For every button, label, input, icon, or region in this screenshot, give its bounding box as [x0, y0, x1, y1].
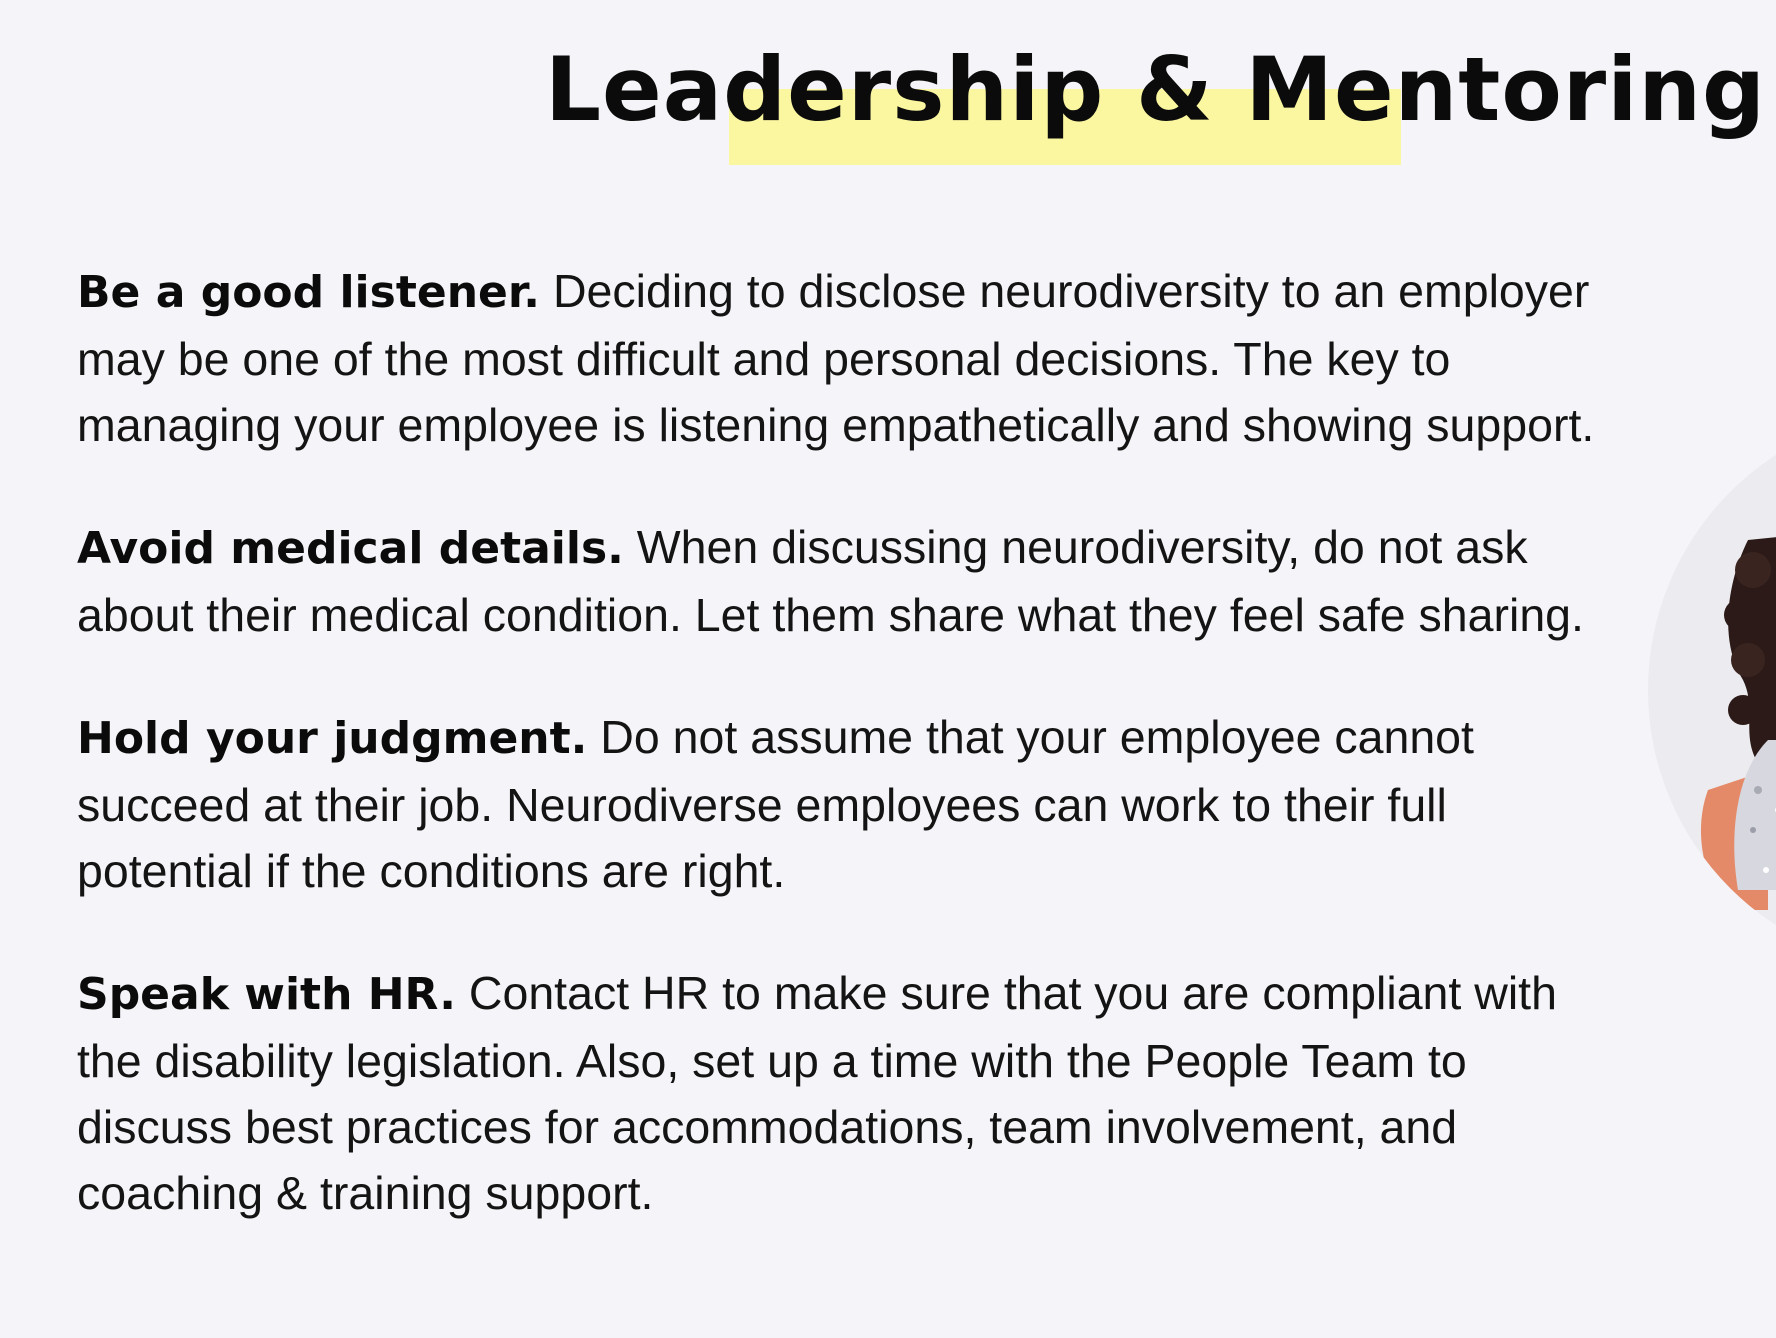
title-block	[544, 38, 1766, 156]
tip-hold-your-judgment	[77, 704, 1617, 904]
tips-list	[77, 258, 1617, 1226]
tip-lead: Avoid medical details.	[77, 523, 624, 574]
tip-lead: Hold your judgment.	[77, 713, 588, 764]
tip-speak-with-hr	[77, 960, 1617, 1226]
tip-body: Deciding to disclose neurodiversity to an employer may be one of the most difficult and personal decisions. The key to managing your employee is listening empathetically and showing support.	[77, 265, 1595, 451]
tip-lead: Be a good listener.	[77, 267, 541, 318]
tip-be-a-good-listener	[77, 258, 1617, 458]
tip-body: Do not assume that your employee cannot succeed at their job. Neurodiverse employees can work to their full potential if the conditions are right.	[77, 711, 1474, 897]
tip-body: Contact HR to make sure that you are compliant with the disability legislation. Also, set up a time with the People Team to discuss best practices for accommodations, team involvement, and coaching & training support.	[77, 967, 1557, 1219]
page-title: Leadership & Mentoring	[544, 38, 1766, 141]
portrait-photo	[1648, 410, 1776, 970]
portrait-illustration	[1648, 410, 1776, 970]
tip-lead: Speak with HR.	[77, 969, 456, 1020]
tip-body: When discussing neurodiversity, do not ask about their medical condition. Let them share what they feel safe sharing.	[77, 521, 1584, 641]
tip-avoid-medical-details	[77, 514, 1617, 648]
